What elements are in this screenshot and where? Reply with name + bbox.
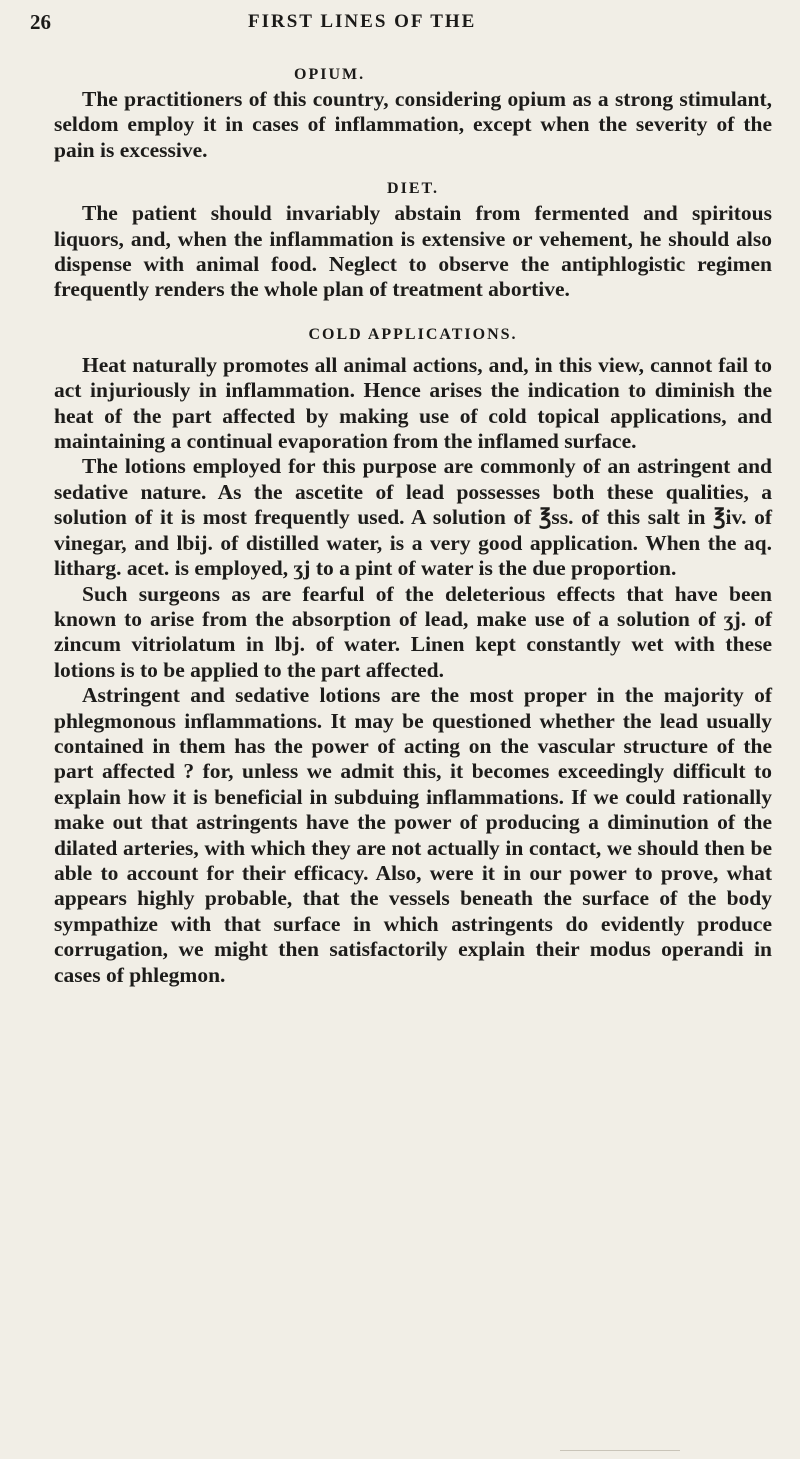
paragraph-astringent: Astringent and sedative lotions are the most proper in the majority of phlegmonous inflammations. It may be questioned whether the lead usually contained in them has the power of acting on the vascular structure of the part affected ? for, unless we admit this, it becomes exceedingly difficult to explain how it is beneficial in subduing inflammations. If we could rationally make out that astringents have the power of producing a diminution of the dilated arteries, with which they are not actually in contact, we should then be able to account for their efficacy. Also, were it in our power to prove, what appears highly probable, that the vessels beneath the surface of the body sympathize with that surface in which astringents do evidently produce corrugation, we might then satisfactorily explain their modus operandi in cases of phlegmon. [54,683,772,987]
running-title: FIRST LINES OF THE [248,11,477,32]
paragraph-heat: Heat naturally promotes all animal actions, and, in this view, cannot fail to act injuriously in inflammation. Hence arises the indication to diminish the heat of the part affected by making use of cold topical applications, and maintaining a continual evaporation from the inflamed surface. [54,352,772,454]
paragraph-opium: The practitioners of this country, considering opium as a strong stimulant, seldom employ it in cases of inflammation, except when the severity of the pain is excessive. [54,87,772,162]
section-heading-cold-applications: COLD APPLICATIONS. [308,325,518,343]
page-edge-mark [560,1450,680,1451]
body-text [54,62,772,988]
page-number: 26 [30,10,51,34]
section-heading-opium: OPIUM. [294,66,366,83]
paragraph-lotions: The lotions employed for this purpose are commonly of an astringent and sedative nature. As the ascetite of lead possesses both these qualities, a solution of it is most frequently used. A solution of ℥ss. of this salt in ℥iv. of vinegar, and lbij. of distilled water, is a very good application. When the aq. litharg. acet. is employed, ʒj to a pint of water is the due proportion. [54,454,772,581]
paragraph-diet: The patient should invariably abstain from fermented and spiritous liquors, and, when the inflammation is extensive or vehement, he should also dispense with animal food. Neglect to observe the antiphlogistic regimen frequently renders the whole plan of treatment abortive. [54,201,772,302]
running-head [30,10,770,40]
section-heading-diet: DIET. [387,180,439,198]
paragraph-surgeons: Such surgeons as are fearful of the deleterious effects that have been known to arise from the absorption of lead, make use of a solution of ʒj. of zincum vitriolatum in lbj. of water. Linen kept constantly wet with these lotions is to be applied to the part affected. [54,581,772,682]
